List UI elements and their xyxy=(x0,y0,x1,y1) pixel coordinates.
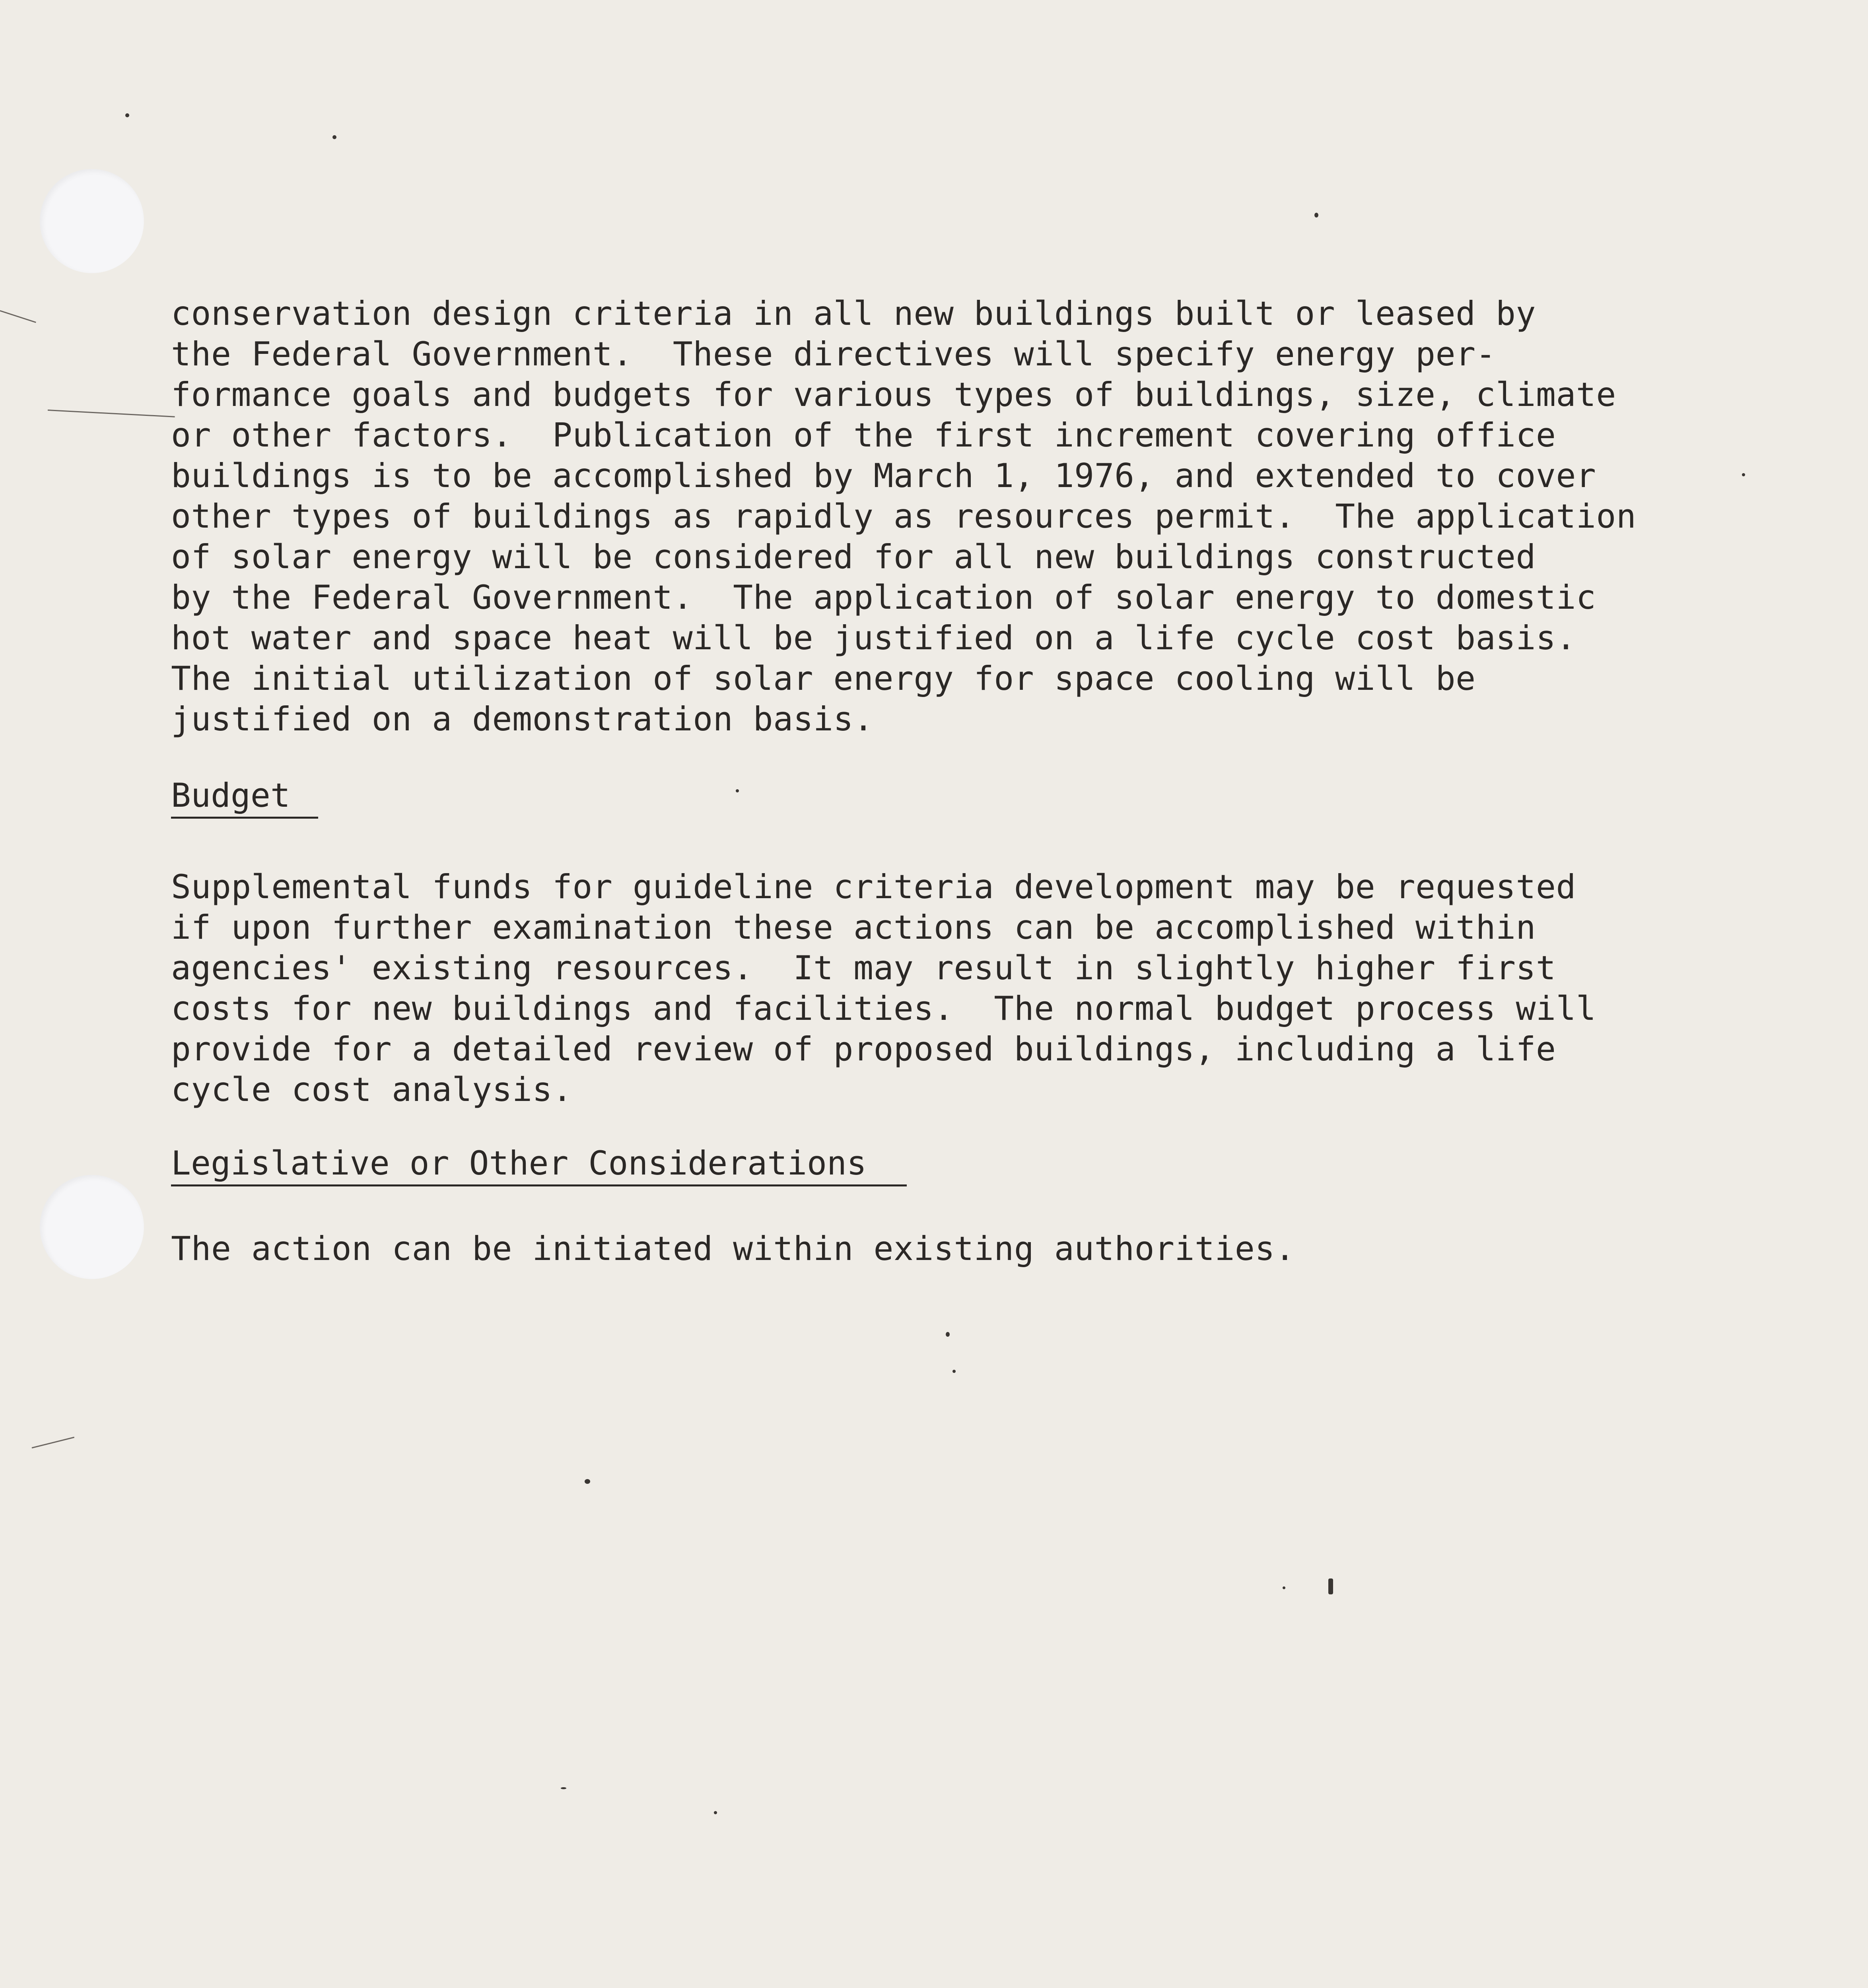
scan-mark xyxy=(32,1437,74,1448)
speck xyxy=(332,135,336,139)
text-line: provide for a detailed review of proposed buildings, including a life xyxy=(171,1030,1556,1068)
speck xyxy=(736,789,739,792)
legislative-heading-text: Legislative or Other Considerations xyxy=(171,1144,867,1182)
text-line: by the Federal Government. The application of solar energy to domestic xyxy=(171,578,1596,617)
budget-heading-text: Budget xyxy=(171,776,290,815)
budget-heading xyxy=(171,775,318,819)
speck xyxy=(714,1811,717,1814)
speck xyxy=(946,1332,950,1337)
text-line: other types of buildings as rapidly as resources permit. The application xyxy=(171,497,1637,536)
intro-paragraph xyxy=(171,293,1682,740)
text-line: formance goals and budgets for various types of buildings, size, climate xyxy=(171,375,1616,414)
text-line: of solar energy will be considered for all new buildings constructed xyxy=(171,538,1536,576)
text-line: hot water and space heat will be justified on a life cycle cost basis. xyxy=(171,619,1576,657)
speck xyxy=(952,1370,956,1373)
speck xyxy=(585,1479,590,1484)
scan-mark xyxy=(48,410,175,417)
legislative-heading xyxy=(171,1143,907,1186)
speck xyxy=(1328,1578,1333,1594)
text-line: The action can be initiated within existing authorities. xyxy=(171,1229,1295,1268)
speck xyxy=(125,113,129,117)
scan-mark xyxy=(0,310,36,323)
text-line: cycle cost analysis. xyxy=(171,1070,573,1109)
punch-hole-middle xyxy=(40,1175,144,1279)
text-line: The initial utilization of solar energy for space cooling will be xyxy=(171,659,1476,698)
punch-hole-top xyxy=(40,169,144,273)
speck xyxy=(561,1787,566,1789)
text-line: buildings is to be accomplished by March 1, 1976, and extended to cover xyxy=(171,456,1596,495)
legislative-paragraph xyxy=(171,1229,1682,1269)
speck xyxy=(1742,473,1745,476)
text-line: or other factors. Publication of the first increment covering office xyxy=(171,416,1556,454)
text-line: if upon further examination these actions can be accomplished within xyxy=(171,908,1536,947)
speck xyxy=(1314,213,1318,217)
text-line: justified on a demonstration basis. xyxy=(171,700,874,738)
speck xyxy=(1283,1586,1285,1589)
text-line: costs for new buildings and facilities. The normal budget process will xyxy=(171,989,1596,1028)
text-line: Supplemental funds for guideline criteria development may be requested xyxy=(171,868,1576,906)
text-line: the Federal Government. These directives will specify energy per- xyxy=(171,335,1496,373)
budget-paragraph xyxy=(171,867,1682,1110)
text-line: agencies' existing resources. It may result in slightly higher first xyxy=(171,949,1556,987)
text-line: conservation design criteria in all new buildings built or leased by xyxy=(171,294,1536,333)
